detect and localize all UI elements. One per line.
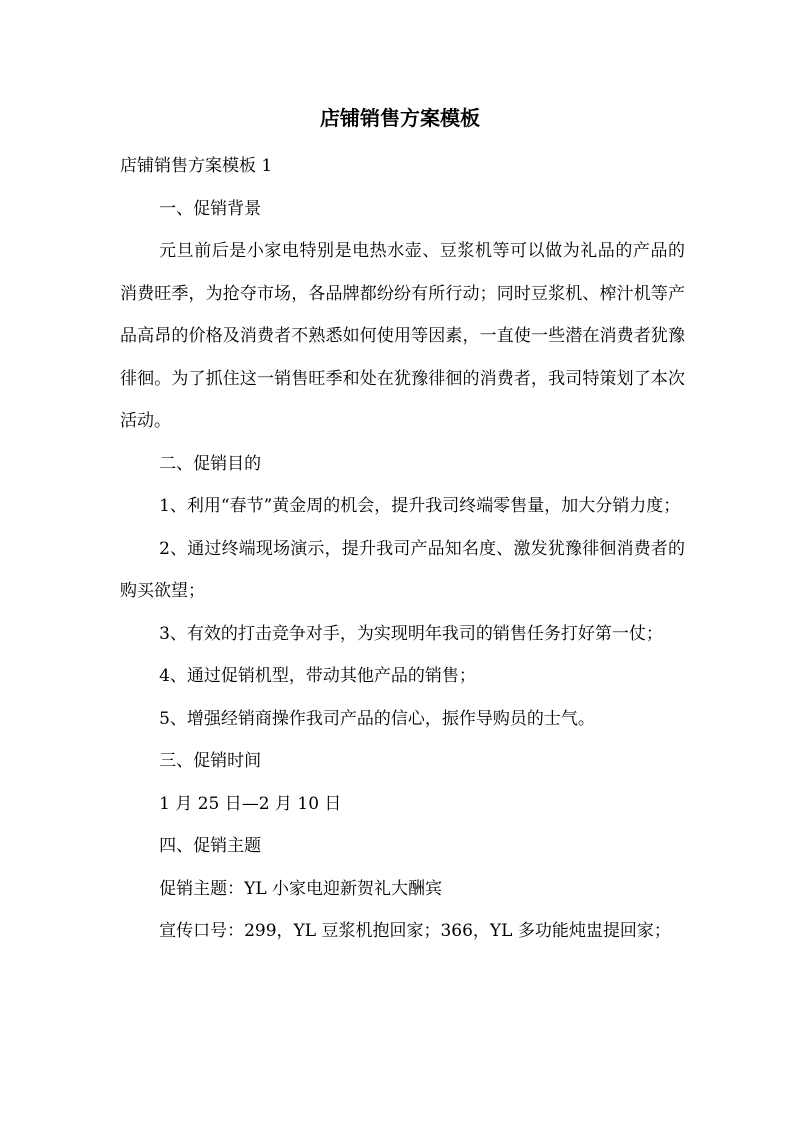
promotion-theme: 促销主题：YL 小家电迎新贺礼大酬宾 [159, 878, 443, 899]
purpose-item-5: 5、增强经销商操作我司产品的信心，振作导购员的士气。 [159, 708, 595, 729]
section-heading-time: 三、促销时间 [159, 751, 262, 771]
section-heading-background: 一、促销背景 [159, 198, 262, 219]
section-heading-theme: 四、促销主题 [159, 836, 262, 856]
document-title: 店铺销售方案模板 [320, 106, 480, 130]
purpose-item-1: 1、利用“春节”黄金周的机会，提升我司终端零售量，加大分销力度； [159, 496, 681, 516]
promotion-dates: 1 月 25 日—2 月 10 日 [159, 793, 342, 814]
paragraph-background: 元旦前后是小家电特别是电热水壶、豆浆机等可以做为礼品的产品的消费旺季，为抢夺市场，各品牌都纷纷有所行动；同时豆浆机、榨汁机等产品高昂的价格及消费者不熟悉如何使用等因素，一直使一些潜在消费者犹豫徘徊。为了抓住这一销售旺季和处在犹豫徘徊的消费者，我司特策划了本次活动。 [120, 241, 685, 431]
purpose-item-3: 3、有效的打击竞争对手，为实现明年我司的销售任务打好第一仗； [159, 623, 663, 644]
document-body [120, 145, 685, 953]
purpose-item-4: 4、通过促销机型，带动其他产品的销售； [159, 666, 476, 686]
section-heading-purpose: 二、促销目的 [159, 453, 262, 474]
promotion-slogan: 宣传口号：299，YL 豆浆机抱回家；366，YL 多功能炖盅提回家； [159, 921, 671, 941]
subtitle-line: 店铺销售方案模板 1 [120, 156, 273, 176]
purpose-item-2: 2、通过终端现场演示，提升我司产品知名度、激发犹豫徘徊消费者的购买欲望； [120, 538, 685, 601]
